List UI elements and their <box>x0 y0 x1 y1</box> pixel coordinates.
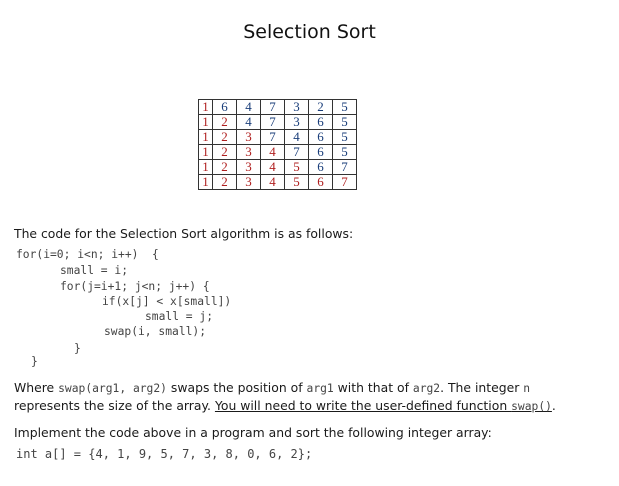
table-cell: 6 <box>309 130 333 145</box>
swap-note-link <box>215 398 552 413</box>
code-line: small = i; <box>60 264 129 277</box>
row-index-cell: 1 <box>199 145 213 160</box>
inline-code: arg1 <box>306 382 334 395</box>
table-cell: 5 <box>333 115 357 130</box>
table-cell: 3 <box>237 160 261 175</box>
table-row <box>199 100 357 115</box>
table-cell: 5 <box>333 145 357 160</box>
table-cell: 6 <box>213 100 237 115</box>
row-index-cell: 1 <box>199 160 213 175</box>
table-cell: 2 <box>213 160 237 175</box>
table-cell: 4 <box>237 115 261 130</box>
table-cell: 3 <box>237 175 261 190</box>
page-title: Selection Sort <box>243 21 376 43</box>
table-cell: 3 <box>285 100 309 115</box>
inline-code: n <box>523 382 531 395</box>
row-index-cell: 1 <box>199 100 213 115</box>
inline-code: swap(arg1, arg2) <box>58 382 167 395</box>
row-index-cell: 1 <box>199 130 213 145</box>
text: swaps the position of <box>166 380 307 395</box>
table-row <box>199 175 357 190</box>
table-cell: 4 <box>261 145 285 160</box>
table-cell: 5 <box>333 100 357 115</box>
code-line: swap(i, small); <box>104 325 207 338</box>
table-cell: 2 <box>213 115 237 130</box>
table-cell: 4 <box>261 160 285 175</box>
text: represents the size of the array. <box>14 398 215 413</box>
table-cell: 2 <box>213 145 237 160</box>
code-line: small = j; <box>145 310 214 323</box>
table-cell: 7 <box>333 175 357 190</box>
text: . The integer <box>440 380 524 395</box>
code-line: for(i=0; i<n; i++) { <box>16 248 159 261</box>
inline-code: swap() <box>511 400 552 413</box>
table-cell: 2 <box>309 100 333 115</box>
text: You will need to write the user-defined function <box>214 398 512 413</box>
intro-text: The code for the Selection Sort algorithm is as follows: <box>14 226 354 241</box>
text: with that of <box>333 380 413 395</box>
where-line-1 <box>14 380 530 396</box>
table-cell: 7 <box>285 145 309 160</box>
table-row <box>199 160 357 175</box>
table-cell: 4 <box>237 100 261 115</box>
code-line: if(x[j] < x[small]) <box>102 295 232 308</box>
table-cell: 6 <box>309 115 333 130</box>
inline-code: arg2 <box>412 382 441 395</box>
table-cell: 3 <box>237 145 261 160</box>
table-cell: 3 <box>285 115 309 130</box>
table-row <box>199 145 357 160</box>
where-line-2 <box>14 398 556 414</box>
row-index-cell: 1 <box>199 175 213 190</box>
table-cell: 4 <box>261 175 285 190</box>
selection-sort-table <box>198 99 357 190</box>
table-cell: 3 <box>237 130 261 145</box>
text: . <box>551 398 556 413</box>
table-cell: 7 <box>261 115 285 130</box>
implement-text: Implement the code above in a program and sort the following integer array: <box>14 425 492 440</box>
table-cell: 2 <box>213 175 237 190</box>
table-cell: 7 <box>261 100 285 115</box>
table-row <box>199 115 357 130</box>
table-row <box>199 130 357 145</box>
table-cell: 6 <box>309 175 333 190</box>
table-cell: 4 <box>285 130 309 145</box>
table-cell: 5 <box>285 160 309 175</box>
table-cell: 6 <box>309 160 333 175</box>
array-declaration: int a[] = {4, 1, 9, 5, 7, 3, 8, 0, 6, 2}; <box>16 447 313 461</box>
row-index-cell: 1 <box>199 115 213 130</box>
text: Where <box>14 380 59 395</box>
code-line: } <box>74 342 81 355</box>
code-line: for(j=i+1; j<n; j++) { <box>60 280 210 293</box>
table-cell: 5 <box>333 130 357 145</box>
code-line: } <box>31 355 38 368</box>
table-cell: 2 <box>213 130 237 145</box>
table-cell: 5 <box>285 175 309 190</box>
table-cell: 7 <box>261 130 285 145</box>
table-cell: 6 <box>309 145 333 160</box>
table-cell: 7 <box>333 160 357 175</box>
